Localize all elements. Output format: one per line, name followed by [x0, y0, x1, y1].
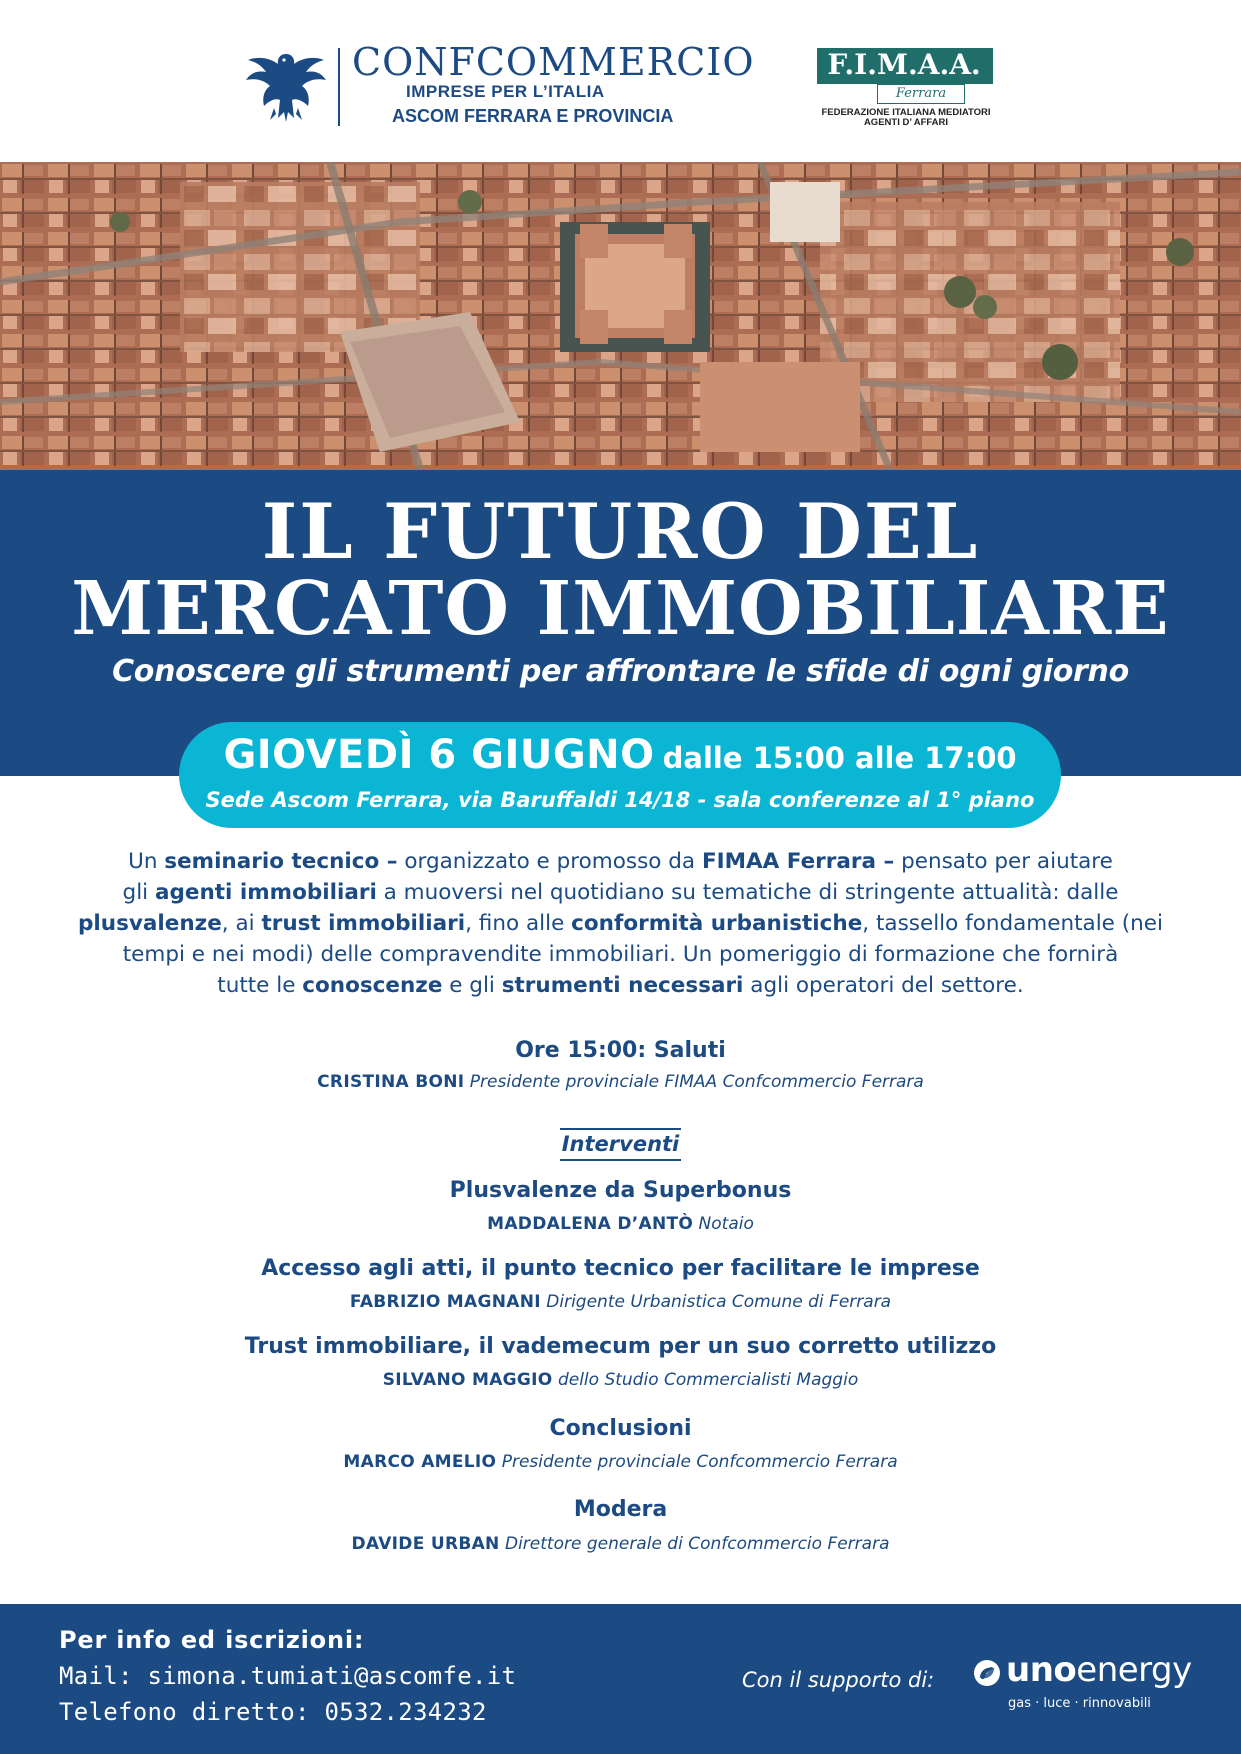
- interventi-heading: Interventi: [560, 1128, 682, 1161]
- speaker-role: Dirigente Urbanistica Comune di Ferrara: [546, 1292, 892, 1312]
- fimaa-subtitle-line2: AGENTI D’ AFFARI: [863, 117, 949, 128]
- support-label: Con il supporto di:: [742, 1668, 935, 1692]
- fimaa-subtitle: [815, 108, 997, 128]
- fimaa-name: F.I.M.A.A.: [827, 48, 981, 81]
- footer: [0, 1604, 1241, 1754]
- description-line: tempi e nei modi) delle compravendite immobiliari. Un pomeriggio di formazione che fornirà: [122, 942, 1119, 967]
- moderator-speaker: [0, 1534, 1241, 1554]
- confcommercio-tagline: IMPRESE PER L’ITALIA: [406, 82, 605, 101]
- talk-title: Trust immobiliare, il vademecum per un suo corretto utilizzo: [244, 1334, 997, 1359]
- talk-speaker: [0, 1370, 1241, 1390]
- confcommercio-logo: [244, 40, 755, 134]
- contact-phone[interactable]: Telefono diretto: 0532.234232: [59, 1698, 487, 1726]
- speaker-role: Notaio: [698, 1214, 754, 1234]
- date-line: [179, 732, 1061, 778]
- header: [0, 0, 1241, 162]
- talk-speaker: [0, 1214, 1241, 1234]
- event-title-line2: MERCATO IMMOBILIARE: [71, 566, 1170, 652]
- confcommercio-name: CONFCOMMERCIO: [352, 40, 755, 84]
- event-venue: Sede Ascom Ferrara, via Baruffaldi 14/18 - sala conferenze al 1° piano: [205, 788, 1035, 812]
- fimaa-city: Ferrara: [877, 84, 965, 104]
- confcommercio-branch: ASCOM FERRARA E PROVINCIA: [392, 106, 674, 126]
- speaker-name: FABRIZIO MAGNANI: [349, 1292, 541, 1312]
- speaker-role: Direttore generale di Confcommercio Ferrara: [504, 1534, 890, 1554]
- talk-title: Accesso agli atti, il punto tecnico per facilitare le imprese: [261, 1256, 980, 1281]
- logo-divider: [338, 48, 340, 126]
- info-heading: Per info ed iscrizioni:: [59, 1626, 365, 1654]
- description-line: plusvalenze, ai trust immobiliari, fino alle conformità urbanistiche, tassello fondamentale (nei: [78, 911, 1163, 936]
- conclusions-speaker: [0, 1452, 1241, 1472]
- event-subtitle: Conoscere gli strumenti per affrontare le sfide di ogni giorno: [112, 654, 1129, 689]
- aerial-city-illustration: [0, 162, 1241, 470]
- sponsor-tagline: gas · luce · rinnovabili: [1008, 1696, 1151, 1711]
- description-line: Un seminario tecnico – organizzato e promosso da FIMAA Ferrara – pensato per aiutare: [128, 849, 1113, 874]
- unoenergy-swirl-icon: [972, 1658, 1002, 1688]
- description-line: tutte le conoscenze e gli strumenti necessari agli operatori del settore.: [217, 973, 1024, 998]
- description: [60, 846, 1181, 1001]
- speaker-role: Presidente provinciale FIMAA Confcommercio Ferrara: [469, 1072, 924, 1092]
- opening-speaker: [0, 1072, 1241, 1092]
- contact-email[interactable]: Mail: simona.tumiati@ascomfe.it: [59, 1662, 517, 1690]
- unoenergy-logo: [972, 1646, 1192, 1716]
- fimaa-logo: [815, 46, 997, 130]
- description-line: gli agenti immobiliari a muoversi nel quotidiano su tematiche di stringente attualità: dalle: [122, 880, 1119, 905]
- speaker-role: dello Studio Commercialisti Maggio: [557, 1370, 859, 1390]
- date-pill: [179, 722, 1061, 828]
- event-time: dalle 15:00 alle 17:00: [662, 741, 1017, 775]
- speaker-name: MADDALENA D’ANTÒ: [487, 1214, 694, 1234]
- speaker-name: DAVIDE URBAN: [351, 1534, 500, 1554]
- sponsor-name: unoenergy: [1006, 1650, 1192, 1690]
- talk-title: Plusvalenze da Superbonus: [449, 1178, 792, 1203]
- conclusions-title: Conclusioni: [549, 1416, 692, 1441]
- fimaa-subtitle-line1: FEDERAZIONE ITALIANA MEDIATORI: [821, 107, 991, 118]
- event-title-line1: IL FUTURO DEL: [261, 487, 980, 576]
- interventi-heading-wrap: [0, 1128, 1241, 1161]
- eagle-icon: [244, 48, 328, 126]
- talk-speaker: [0, 1292, 1241, 1312]
- speaker-role: Presidente provinciale Confcommercio Ferrara: [501, 1452, 898, 1472]
- speaker-name: MARCO AMELIO: [343, 1452, 497, 1472]
- aerial-city-photo: [0, 162, 1241, 470]
- opening-title: Ore 15:00: Saluti: [515, 1038, 726, 1063]
- speaker-name: SILVANO MAGGIO: [382, 1370, 553, 1390]
- event-day: GIOVEDÌ 6 GIUGNO: [223, 732, 655, 778]
- moderator-title: Modera: [573, 1497, 668, 1522]
- speaker-name: CRISTINA BONI: [317, 1072, 465, 1092]
